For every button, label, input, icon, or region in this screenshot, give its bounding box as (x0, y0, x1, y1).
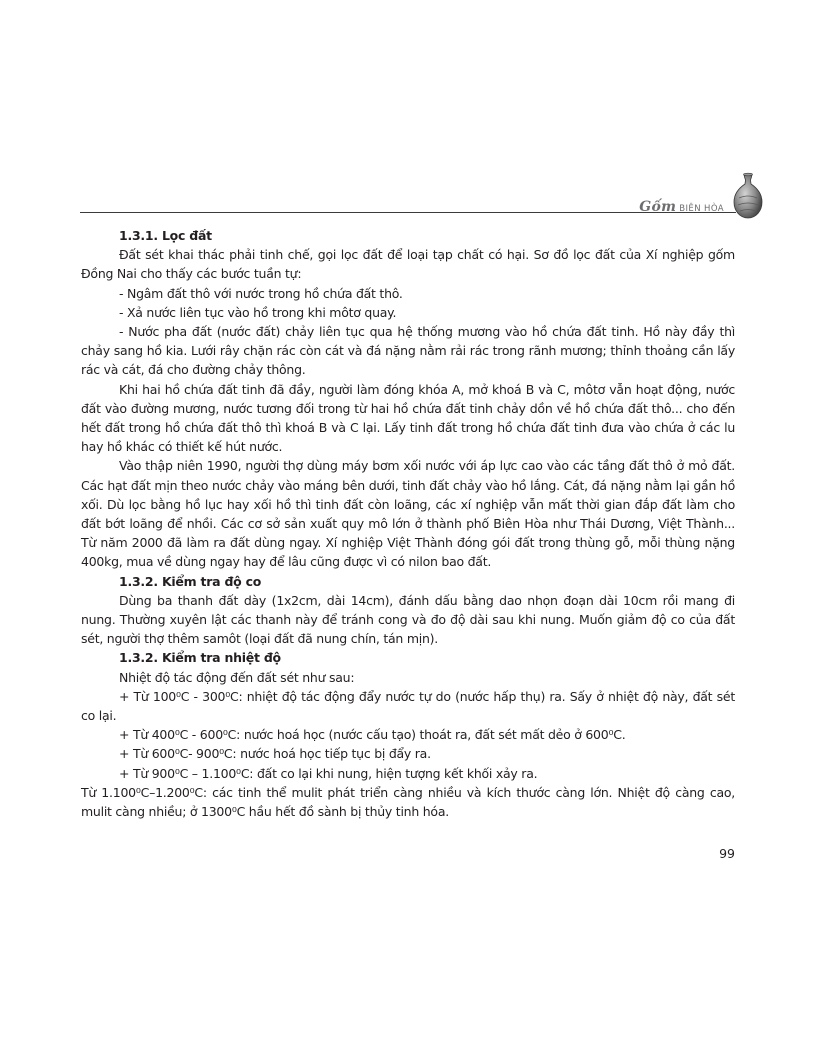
section-heading: 1.3.2. Kiểm tra độ co (119, 573, 262, 589)
list-item: + Từ 400⁰C - 600⁰C: nước hoá học (nước cấu tạo) thoát ra, đất sét mất dẻo ở 600⁰C. (119, 727, 626, 743)
brand-title: Gốm (639, 199, 677, 215)
header-rule (80, 212, 736, 213)
list-item: + Từ 600⁰C- 900⁰C: nước hoá học tiếp tục bị đẩy ra. (119, 746, 431, 762)
list-item: + Từ 100⁰C - 300⁰C: nhiệt độ tác động đẩy nước tự do (nước hấp thụ) ra. Sấy ở nhiệt độ này, đất sét co lại. (81, 688, 735, 724)
paragraph: Từ 1.100⁰C–1.200⁰C: các tinh thể mulit phát triển càng nhiều và kích thước càng lớn. Nhiệt độ càng cao, mulit càng nhiều; ở 1300⁰C hầu hết đồ sành bị thủy tinh hóa. (81, 784, 735, 820)
list-item: - Nước pha đất (nước đất) chảy liên tục qua hệ thống mương vào hồ chứa đất tinh. Hồ này đầy thì chảy sang hồ kia. Lưới rây chặn rác còn cát và đá nặng nằm rải rác trong rãnh mương; thỉnh thoảng cần lấy rác và cát, đá cho đường chảy thông. (81, 324, 735, 378)
paragraph: Khi hai hồ chứa đất tinh đã đầy, người làm đóng khóa A, mở khoá B và C, môtơ vẫn hoạt động, nước đất vào đường mương, nước tương đối trong từ hai hồ chứa đất tinh chảy dồn về hồ chứa đất thô... cho đến hết đất trong hồ chứa đất thô thì khoá B và C lại. Lấy tinh đất trong hồ chứa đất tinh đưa vào chứa ở các lu hay hồ khác có thiết kế hút nước. (81, 381, 735, 455)
list-item: - Ngâm đất thô với nước trong hồ chứa đất thô. (119, 285, 403, 301)
paragraph: Vào thập niên 1990, người thợ dùng máy bơm xối nước với áp lực cao vào các tầng đất thô ở mỏ đất. Các hạt đất mịn theo nước chảy vào máng bên dưới, tinh đất chảy vào hồ lắng. Cát, đá nặng nằm lại gần hồ xối. Dù lọc bằng hồ lục hay xối hồ thì tinh đất còn loãng, các xí nghiệp vẫn mất thời gian đắp đất làm cho đất bớt loãng để nhồi. Các cơ sở sản xuất quy mô lớn ở thành phố Biên Hòa như Thái Dương, Việt Thành... Từ năm 2000 đã làm ra đất dùng ngay. Xí nghiệp Việt Thành đóng gói đất trong thùng gỗ, mỗi thùng nặng 400kg, mua về dùng ngay hay để lâu cũng được vì có nilon bao đất. (81, 458, 735, 570)
list-item: - Xả nước liên tục vào hồ trong khi môtơ quay. (119, 304, 397, 320)
section-heading: 1.3.2. Kiểm tra nhiệt độ (119, 650, 281, 666)
page-number: 99 (719, 846, 735, 861)
paragraph: Dùng ba thanh đất dày (1x2cm, dài 14cm), đánh dấu bằng dao nhọn đoạn dài 10cm rồi mang đi nung. Thường xuyên lật các thanh này để tránh cong và đo độ dài sau khi nung. Muốn giảm độ co của đất sét, người thợ thêm samôt (loại đất đã nung chín, tán mịn). (81, 592, 735, 647)
paragraph: Đất sét khai thác phải tinh chế, gọi lọc đất để loại tạp chất có hại. Sơ đồ lọc đất của Xí nghiệp gốm Đồng Nai cho thấy các bước tuần tự: (81, 247, 735, 282)
running-head (600, 190, 764, 230)
brand-subtitle: BIÊN HÒA (679, 204, 724, 214)
page-body (81, 226, 735, 821)
paragraph: Nhiệt độ tác động đến đất sét như sau: (119, 669, 355, 685)
ceramic-vase-icon (732, 172, 764, 220)
section-heading: 1.3.1. Lọc đất (119, 228, 212, 243)
list-item: + Từ 900⁰C – 1.100⁰C: đất co lại khi nung, hiện tượng kết khối xảy ra. (119, 765, 538, 781)
